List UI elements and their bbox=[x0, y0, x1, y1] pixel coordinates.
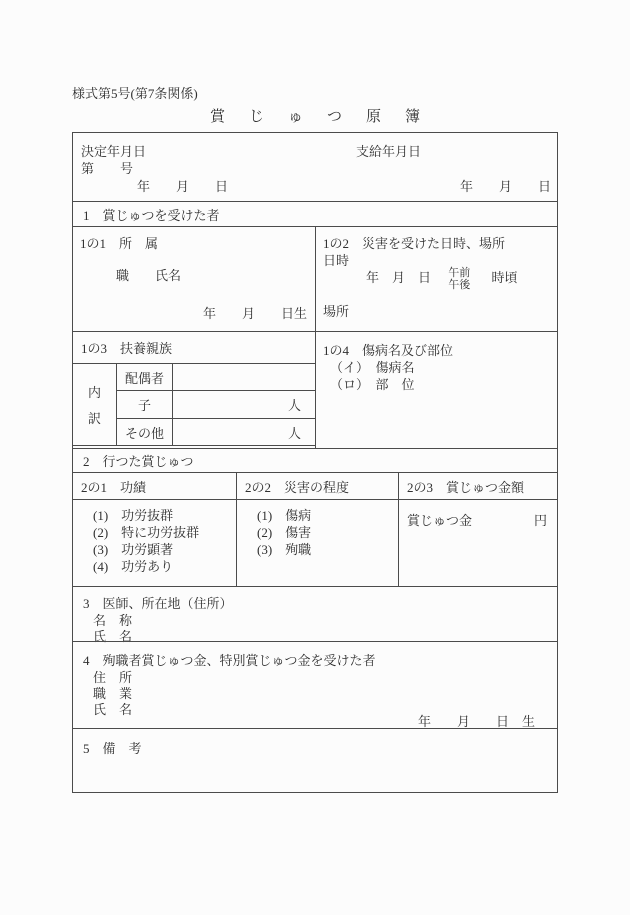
spouse-value-cell bbox=[173, 364, 315, 391]
place-label: 場所 bbox=[323, 304, 350, 319]
decision-date-label: 決定年月日 bbox=[81, 144, 147, 159]
section2-content-row bbox=[73, 499, 557, 586]
amount-title: 2の3 賞じゅつ金額 bbox=[407, 479, 525, 495]
dependents-title-row bbox=[73, 332, 315, 364]
dependents-cell bbox=[73, 332, 316, 448]
others-label: その他 bbox=[117, 419, 173, 445]
document-title: 賞じゅつ原簿 bbox=[209, 109, 444, 125]
position-name-label: 職 氏名 bbox=[116, 268, 182, 283]
time-suffix-label: 時頃 bbox=[491, 270, 518, 285]
merit-cell bbox=[73, 500, 237, 586]
spouse-label: 配偶者 bbox=[117, 364, 173, 391]
recipient-birth-date-fields: 年 月 日 生 bbox=[417, 714, 535, 729]
merit-item: (2) 特に功労抜群 bbox=[93, 525, 200, 540]
am-pm-stack bbox=[448, 267, 470, 291]
disaster-cell bbox=[316, 227, 557, 331]
section3-title: 3 医師、所在地（住所） bbox=[83, 596, 233, 611]
section1-title-row bbox=[73, 201, 557, 226]
disaster-date-fields: 年 月 日 bbox=[366, 270, 432, 285]
injury-part-line: （ロ） 部 位 bbox=[330, 377, 415, 392]
section5-title: 5 備 考 bbox=[83, 741, 142, 756]
amount-label: 賞じゅつ金 bbox=[407, 513, 473, 528]
injury-name-line: （イ） 傷病名 bbox=[330, 360, 415, 375]
section2-title-row bbox=[73, 448, 557, 472]
section3-row bbox=[73, 586, 557, 644]
merit-item: (3) 功労顕著 bbox=[93, 542, 174, 557]
others-count-cell: 人 bbox=[287, 425, 301, 441]
affiliation-cell bbox=[73, 227, 316, 331]
payment-date-fields: 年 月 日 bbox=[459, 179, 551, 194]
amount-unit: 円 bbox=[533, 513, 547, 528]
breakdown-char-1: 内 bbox=[87, 385, 101, 400]
recipient-address-label: 住 所 bbox=[93, 670, 133, 685]
severity-item: (2) 傷害 bbox=[257, 525, 312, 540]
severity-item: (3) 殉職 bbox=[257, 542, 312, 557]
dependents-title: 1の3 扶養親族 bbox=[81, 341, 173, 356]
dependents-table bbox=[73, 364, 315, 446]
merit-item: (4) 功労あり bbox=[93, 559, 174, 574]
children-label: 子 bbox=[117, 391, 173, 419]
section4-row bbox=[73, 641, 557, 728]
datetime-label: 日時 bbox=[323, 253, 350, 268]
merit-header bbox=[73, 473, 237, 499]
document-number-label: 第 号 bbox=[81, 161, 134, 176]
birth-date-fields: 年 月 日生 bbox=[202, 306, 307, 321]
disaster-date-line bbox=[366, 267, 518, 291]
payment-date-label: 支給年月日 bbox=[356, 144, 422, 159]
section1-title: 1 賞じゅつを受けた者 bbox=[83, 207, 220, 223]
children-count-cell: 人 bbox=[173, 391, 315, 419]
header-row bbox=[73, 133, 557, 201]
am-label: 午前 bbox=[448, 267, 471, 280]
affiliation-title: 1の1 所 属 bbox=[80, 236, 159, 251]
section2-title: 2 行つた賞じゅつ bbox=[83, 454, 194, 469]
section4-title: 4 殉職者賞じゅつ金、特別賞じゅつ金を受けた者 bbox=[83, 653, 376, 668]
section5-row bbox=[73, 728, 557, 792]
merit-list bbox=[93, 507, 199, 575]
severity-title: 2の2 災害の程度 bbox=[245, 479, 350, 495]
breakdown-char-2: 訳 bbox=[87, 411, 101, 426]
severity-list bbox=[257, 507, 311, 558]
severity-header bbox=[237, 473, 399, 499]
severity-cell bbox=[237, 500, 399, 586]
section2-header-row bbox=[73, 472, 557, 499]
form-number-label: 様式第5号(第7条関係) bbox=[72, 86, 198, 101]
recipient-name-label: 氏 名 bbox=[93, 702, 133, 717]
injury-cell bbox=[316, 332, 557, 448]
recipient-occupation-label: 職 業 bbox=[93, 686, 133, 701]
severity-item: (1) 傷病 bbox=[257, 508, 312, 523]
amount-cell bbox=[399, 500, 557, 586]
section1-row-b bbox=[73, 331, 557, 448]
amount-header bbox=[399, 473, 557, 499]
disaster-title: 1の2 災害を受けた日時、場所 bbox=[323, 236, 506, 251]
pm-label: 午後 bbox=[448, 279, 471, 292]
doctor-person-label: 氏 名 bbox=[93, 629, 133, 644]
merit-item: (1) 功労抜群 bbox=[93, 508, 174, 523]
decision-date-fields: 年 月 日 bbox=[137, 179, 229, 194]
injury-title: 1の4 傷病名及び部位 bbox=[323, 343, 454, 358]
breakdown-vertical-label bbox=[73, 364, 117, 445]
doctor-name-label: 名 称 bbox=[93, 613, 133, 628]
merit-title: 2の1 功績 bbox=[81, 479, 147, 495]
registry-table bbox=[72, 132, 558, 793]
section1-row-a bbox=[73, 226, 557, 331]
